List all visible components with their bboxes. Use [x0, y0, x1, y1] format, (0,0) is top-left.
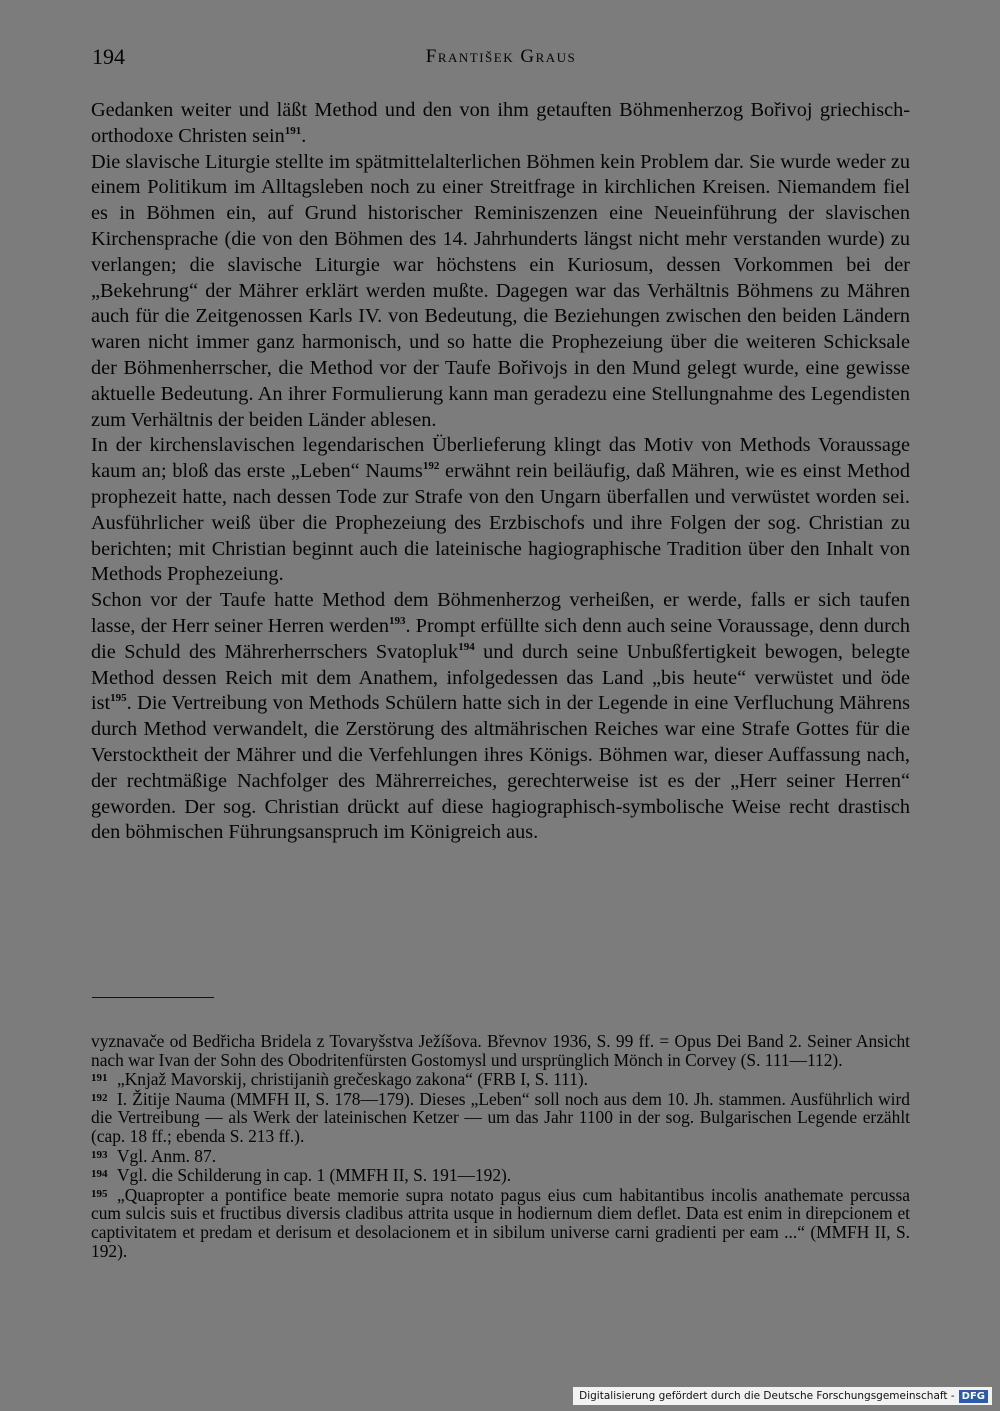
footnote-continuation: vyznavače od Bedřicha Bridela z Tovaryšstva Ježíšova. Břevnov 1936, S. 99 ff. = Opus Dei Band 2. Seiner Ansicht nach war Ivan der Sohn des Obodritenfürsten Gostomysl und ursprünglich Mönch in Corvey (S. 111—112).	[91, 1031, 910, 1070]
digitization-credit	[573, 1387, 992, 1405]
footnote: 191 „Knjaž Mavorskij, christijaniǹ grečeskago zakona“ (FRB I, S. 111).	[91, 1069, 589, 1090]
page-number: 194	[92, 44, 125, 69]
paragraph: In der kirchenslavischen legendarischen Überlieferung klingt das Motiv von Methods Voraussage kaum an; bloß das erste „Leben“ Naums$^{192}$ erwähnt rein beiläufig, daß Mähren, wie es einst Method prophezeit hatte, nach dessen Tode zur Strafe von den Ungarn überfallen und verwüstet worden sei. Ausführlicher weiß über die Prophezeiung des Erzbischofs und ihre Folgen der sog. Christian zu berichten; mit Christian beginnt auch die lateinische hagiographische Tradition über den Inhalt von Methods Prophezeiung.	[91, 434, 910, 586]
footnote-ref[interactable]: 193	[388, 614, 406, 627]
footnote-number: 192	[91, 1091, 108, 1104]
footnote-ref[interactable]: 192	[422, 460, 440, 473]
page-header	[92, 44, 910, 74]
footnote: 195 „Quapropter a pontifice beate memorie supra notato pagus eius cum habitantibus incolis anathemate percussa cum sulcis suis et fructibus diversis cladibus attrita usque in hodiernum diem deflet. Data est enim in direpcionem et captivitatem et predam et derisum et desolacionem et in sibilum universe carni gradienti per eam ...“ (MMFH II, S. 192).	[91, 1184, 910, 1261]
dfg-logo-icon: DFG	[959, 1390, 988, 1403]
footnote-number: 191	[91, 1072, 108, 1085]
footnote: 192 I. Žitije Nauma (MMFH II, S. 178—179). Dieses „Leben“ soll noch aus dem 10. Jh. stammen. Ausführlich wird die Vertreibung — als Werk der lateinischen Ketzer — um das Jahr 1100 in der sog. Bulgarischen Legende erzählt (cap. 18 ff.; ebenda S. 213 ff.).	[91, 1088, 910, 1146]
footnote-separator	[92, 997, 214, 998]
footnote: 193 Vgl. Anm. 87.	[91, 1145, 217, 1166]
credit-text: Digitalisierung gefördert durch die Deutsche Forschungsgemeinschaft -	[579, 1390, 955, 1402]
footnotes	[91, 1032, 910, 1260]
footnote-number: 195	[91, 1187, 108, 1200]
paragraph: Gedanken weiter und läßt Method und den von ihm getauften Böhmenherzog Bořivoj griechisch-orthodoxe Christen sein$^{191}$.	[91, 99, 910, 147]
paragraph: Schon vor der Taufe hatte Method dem Böhmenherzog verheißen, er werde, falls er sich taufen lasse, der Herr seiner Herren werden$^{193}$. Prompt erfüllte sich denn auch seine Voraussage, denn durch die Schuld des Mährerherrschers Svatopluk$^{194}$ und durch seine Unbußfertigkeit bewogen, belegte Method dessen Reich mit dem Anathem, infolgedessen das Land „bis heute“ verwüstet und öde ist$^{195}$. Die Vertreibung von Methods Schülern hatte sich in der Legende in eine Verfluchung Mährens durch Method verwandelt, die Zerstörung des altmährischen Reiches war eine Strafe Gottes für die Verstocktheit der Mährer und die Verfehlungen ihres Königs. Böhmen war, dieser Auffassung nach, der rechtmäßige Nachfolger des Mährerreiches, gerechterweise ist es der „Herr seiner Herren“ geworden. Der sog. Christian drückt auf diese hagiographisch-symbolische Weise recht drastisch den böhmischen Führungsanspruch im Königreich aus.	[91, 589, 910, 844]
running-title: František Graus	[425, 46, 577, 67]
paragraph: Die slavische Liturgie stellte im spätmittelalterlichen Böhmen kein Problem dar. Sie wurde weder zu einem Politikum im Alltagsleben noch zu einer Streitfrage in kirchlichen Kreisen. Niemandem fiel es in Böhmen ein, auf Grund historischer Reminiszenzen eine Neueinführung der slavischen Kirchensprache (die von den Böhmen des 14. Jahrhunderts längst nicht mehr verstanden wurde) zu verlangen; die slavische Liturgie war höchstens ein Kuriosum, dessen Vorkommen bei der „Bekehrung“ der Mährer erklärt werden mußte. Dagegen war das Verhältnis Böhmens zu Mähren auch für die Zeitgenossen Karls IV. von Bedeutung, die Beziehungen zwischen den beiden Ländern waren nicht immer ganz harmonisch, und so hatte die Prophezeiung über die weiteren Schicksale der Böhmenherrscher, die Method vor der Taufe Bořivojs in den Mund gelegt wurde, eine gewisse aktuelle Bedeutung. An ihrer Formulierung kann man geradezu eine Stellungnahme des Legendisten zum Verhältnis der beiden Länder ablesen.	[91, 150, 910, 431]
footnote-ref[interactable]: 195	[110, 692, 127, 705]
footnote-number: 193	[91, 1148, 108, 1161]
footnote: 194 Vgl. die Schilderung in cap. 1 (MMFH II, S. 191—192).	[91, 1165, 512, 1186]
footnote-ref[interactable]: 194	[458, 640, 475, 653]
footnote-number: 194	[91, 1168, 108, 1181]
main-text	[91, 98, 910, 846]
footnote-ref[interactable]: 191	[284, 124, 302, 137]
